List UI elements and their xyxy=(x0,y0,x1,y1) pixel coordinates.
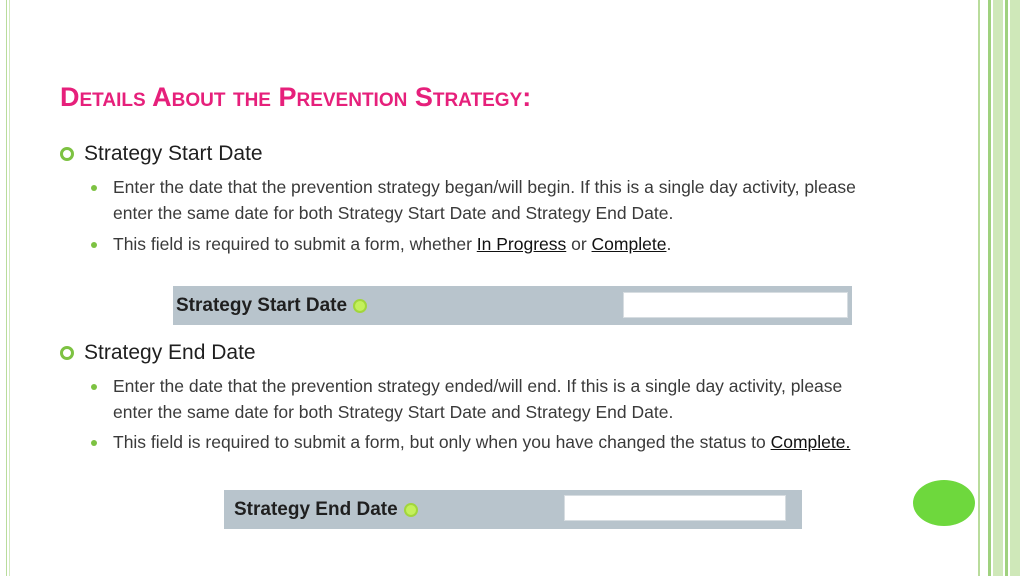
left-frame-line xyxy=(6,0,7,576)
end-date-field-label: Strategy End Date xyxy=(234,498,398,520)
bullet-end-date-required xyxy=(91,429,881,455)
section-heading-label: Strategy Start Date xyxy=(84,142,263,165)
bullet-start-date-required xyxy=(91,231,881,257)
dot-bullet-icon xyxy=(91,384,97,390)
help-icon[interactable] xyxy=(353,299,367,313)
right-frame-stripe xyxy=(1005,0,1008,576)
start-date-field-label: Strategy Start Date xyxy=(176,294,348,316)
bullet-text-post: . xyxy=(666,234,672,254)
bullet-text xyxy=(113,231,881,257)
start-date-form-row xyxy=(173,286,852,325)
complete-link[interactable]: Complete. xyxy=(770,432,851,452)
right-frame-stripe xyxy=(978,0,980,576)
start-date-input[interactable] xyxy=(623,292,848,318)
dot-bullet-icon xyxy=(91,242,97,248)
ring-bullet-icon xyxy=(60,346,74,360)
bullet-text-pre: This field is required to submit a form, but only when you have changed the status to xyxy=(113,432,771,452)
right-frame-stripe xyxy=(988,0,991,576)
bullet-text: Enter the date that the prevention strategy ended/will end. If this is a single day activity, please enter the same date for both Strategy Start Date and Strategy End Date. xyxy=(113,376,843,422)
ring-bullet-icon xyxy=(60,147,74,161)
dot-bullet-icon xyxy=(91,185,97,191)
help-icon[interactable] xyxy=(404,503,418,517)
end-date-form-row xyxy=(224,490,802,529)
bullet-end-date-instruction xyxy=(91,373,881,425)
slide-title: Details About the Prevention Strategy: xyxy=(60,82,532,112)
section-heading-start-date xyxy=(60,142,263,166)
complete-link[interactable]: Complete xyxy=(591,234,667,254)
bullet-text xyxy=(113,429,881,455)
bullet-text: Enter the date that the prevention strategy began/will begin. If this is a single day activity, please enter the same date for both Strategy Start Date and Strategy End Date. xyxy=(113,177,856,223)
in-progress-link[interactable]: In Progress xyxy=(476,234,567,254)
section-heading-label: Strategy End Date xyxy=(84,341,256,364)
end-date-input[interactable] xyxy=(564,495,786,521)
section-heading-end-date xyxy=(60,341,256,365)
bullet-text-mid: or xyxy=(566,234,592,254)
bullet-text-pre: This field is required to submit a form, whether xyxy=(113,234,477,254)
left-frame-line-inner xyxy=(9,0,10,576)
right-frame-stripe xyxy=(993,0,1003,576)
bullet-start-date-instruction xyxy=(91,174,881,226)
dot-bullet-icon xyxy=(91,440,97,446)
right-frame-stripe xyxy=(1010,0,1020,576)
decorative-green-circle xyxy=(913,480,975,526)
